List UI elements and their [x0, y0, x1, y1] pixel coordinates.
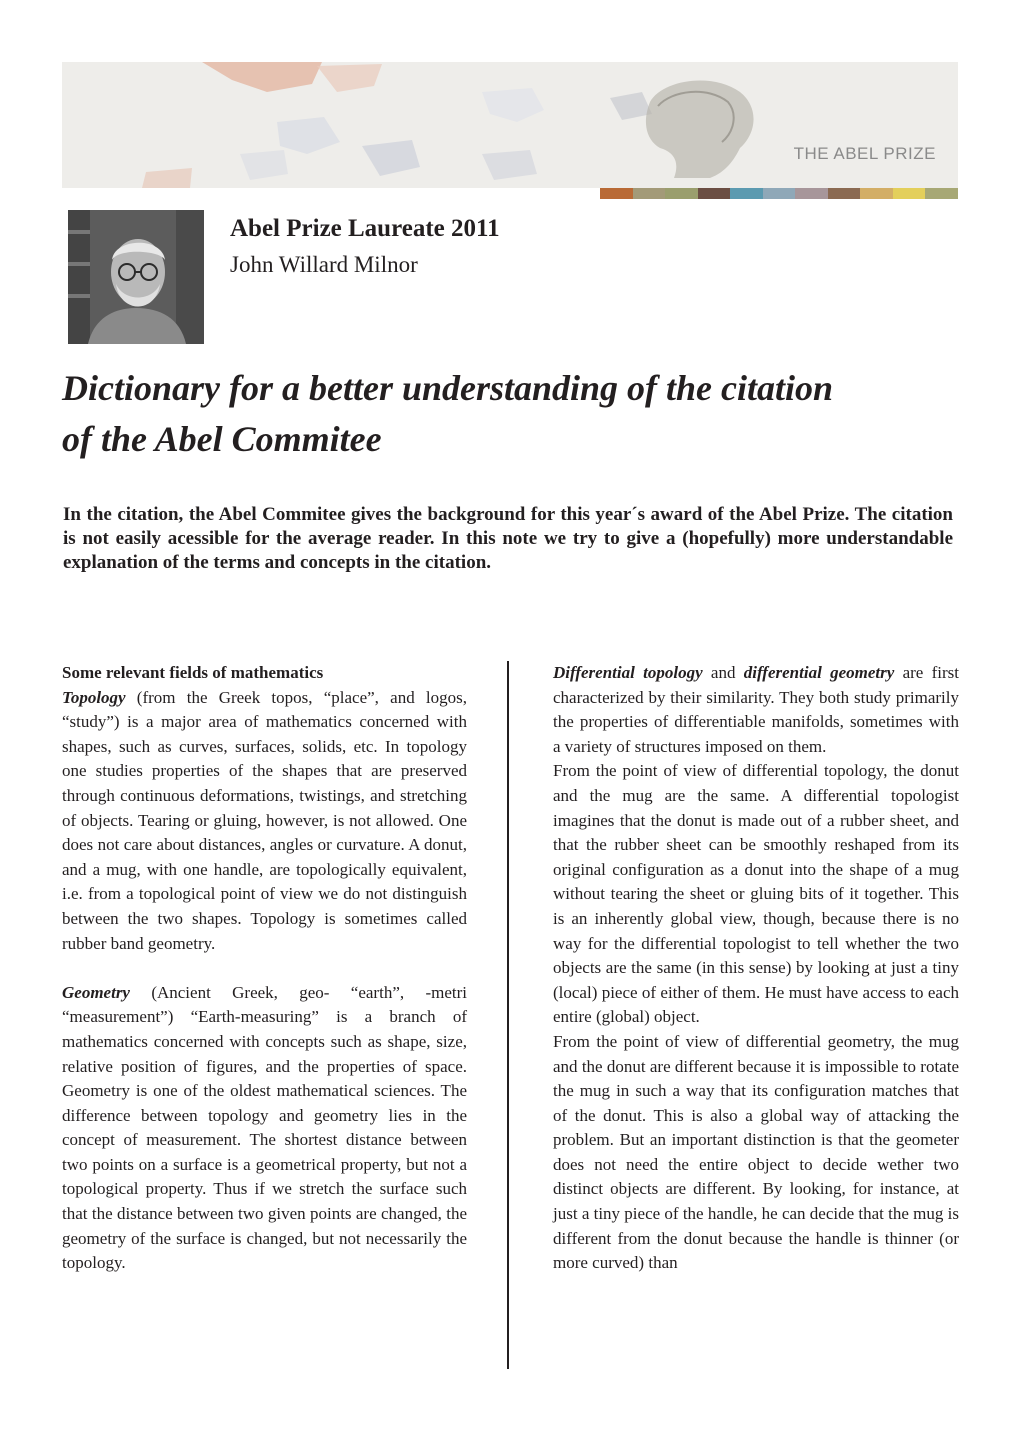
- color-swatch-2: [633, 188, 666, 199]
- color-swatch-11: [925, 188, 958, 199]
- brand-wordmark: THE ABEL PRIZE: [793, 144, 936, 163]
- section-heading: Some relevant fields of mathematics: [62, 663, 324, 682]
- topology-text: (from the Greek topos, “place”, and logos, “study”) is a major area of mathematics concerned with shapes, such as curves, surfaces, solids, etc. In topology one studies properties of the shapes that are preserved through continuous deformations, twistings, and stretching of objects. Tearing or gluing, however, is not allowed. One does not care about distances, angles or curvature. A donut, and a mug, with one handle, are topologically equivalent, i.e. from a topological point of view we do not distinguish between the two shapes. Topology is sometimes called rubber band geometry.: [62, 687, 467, 953]
- laureate-photo: [68, 210, 204, 344]
- color-swatch-6: [763, 188, 796, 199]
- color-swatch-9: [860, 188, 893, 199]
- laureate-heading: Abel Prize Laureate 2011: [230, 215, 500, 242]
- differential-intro-paragraph: [553, 661, 959, 759]
- right-column: [553, 661, 959, 1276]
- differential-geometry-term: differential geometry: [743, 663, 895, 682]
- column-divider: [507, 661, 509, 1369]
- color-swatch-1: [600, 188, 633, 199]
- page-title-line-1: Dictionary for a better understanding of the citation: [62, 368, 834, 408]
- differential-intro-text: are first characterized by their similarity. They both study primarily the properties of differentiable manifolds, sometimes with a variety of structures imposed on them.: [553, 663, 959, 756]
- color-swatch-8: [828, 188, 861, 199]
- laureate-name: John Willard Milnor: [230, 252, 418, 277]
- page-title-line-2: of the Abel Commitee: [62, 419, 382, 459]
- geometry-paragraph: [62, 981, 467, 1276]
- color-swatch-4: [698, 188, 731, 199]
- topology-paragraph: [62, 686, 467, 957]
- intro-paragraph: In the citation, the Abel Commitee gives the background for this year´s award of the Abel Prize. The citation is not easily acessible for the average reader. In this note we try to give a (hopefully) more understandable explanation of the terms and concepts in the citation.: [63, 504, 953, 573]
- geometry-text: (Ancient Greek, geo- “earth”, -metri “measurement”) “Earth-measuring” is a branch of mathematics concerned with concepts such as shape, size, relative position of figures, and the properties of space. Geometry is one of the oldest mathematical sciences. The difference between topology and geometry lies in the concept of measurement. The shortest distance between two points on a surface is a geometrical property, but not a topological property. Thus if we stretch the surface such that the distance between two given points are changed, the geometry of the surface is changed, but not necessarily the topology.: [62, 982, 467, 1273]
- color-swatch-5: [730, 188, 763, 199]
- topology-term: Topology: [62, 687, 126, 707]
- header-banner: [62, 62, 958, 188]
- color-swatch-10: [893, 188, 926, 199]
- differential-topology-term: Differential topology: [553, 663, 703, 682]
- differential-topology-paragraph: From the point of view of differential topology, the donut and the mug are the same. A differential topologist imagines that the donut is made out of a rubber sheet, and that the rubber sheet can be smoothly reshaped from its original configuration as a donut into the shape of a mug without tearing the sheet or gluing bits of it together. This is an inherently global view, though, because there is no way for the differential topologist to tell whether the two objects are the same (in this sense) by looking at just a tiny (local) piece of either of them. He must have access to each entire (global) object.: [553, 761, 959, 1027]
- color-swatch-3: [665, 188, 698, 199]
- color-swatch-7: [795, 188, 828, 199]
- geometry-term: Geometry: [62, 982, 130, 1002]
- left-column: [62, 661, 467, 1276]
- banner-artwork: [62, 62, 958, 188]
- differential-geometry-paragraph: From the point of view of differential geometry, the mug and the donut are different because it is impossible to rotate the mug in such a way that its configuration matches that of the donut. This is also a global way of attacking the problem. But an important distinction is that the geometer does not need the entire object to decide wether two distinct objects are different. By looking, for instance, at just a tiny piece of the handle, he can decide that the mug is different from the donut because the handle is thinner (or more curved) than: [553, 1031, 959, 1273]
- connector-text: and: [702, 663, 744, 682]
- page-title: [62, 363, 962, 465]
- color-swatch-bar: [600, 188, 958, 199]
